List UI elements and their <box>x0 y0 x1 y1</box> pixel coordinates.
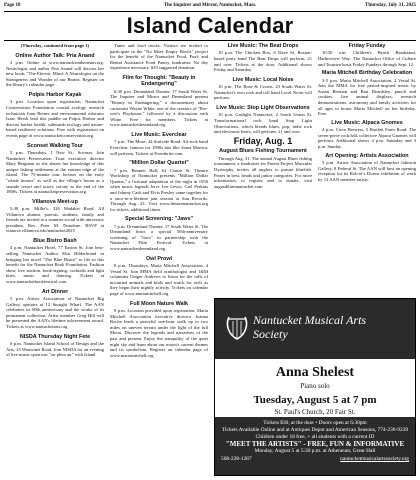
event <box>6 143 104 195</box>
event-title: Online Author Talk: Pria Anand <box>15 52 95 59</box>
event <box>110 301 208 359</box>
event-title: Live Music: Stop Light Observations <box>216 104 310 111</box>
event <box>6 238 104 285</box>
event <box>318 43 416 67</box>
event-title: Live Music: Alpaca Gnomes <box>331 119 403 126</box>
ad-body <box>215 359 415 416</box>
event <box>318 153 416 183</box>
title-rule <box>4 40 416 41</box>
page-number: Page 18 <box>4 3 21 8</box>
online-tickets: Tickets Available Online and at Antiques Depot and American Seasons, 774-236-9239 <box>221 427 409 433</box>
event-body: 3 p.m. Location upon registration. Nantucket Conservation Foundation coastal ecology research technician Jonn Reiner and environmental educator Isaac Hersh lead this paddle on Polpis Harbor and discuss harbor health, saltmarsh ecology and nature-based resilience solutions. Free with registration on events page of www.nantucketconservation.org. <box>6 99 104 138</box>
event-body: 6:30 p.m. Dreamland Theater, 17 South Water St. The Inquirer and Mirror and Dreamland present "Beauty in Endangering," a documentary about cartoonist Wayne White, one of the creators of "Pee-wee's Playhouse," followed by a discussion with White. Free for members. Tickets at www.nantucketdreamland.org <box>110 88 208 128</box>
event <box>214 43 312 73</box>
event-body: 4 p.m. Nantucket Hotel, 77 Easton St. Join best-selling Nantucket Author Elin Hilderbrand in bringing her novel "The Blue Bistro" to life in this benefit for the Nantucket Book Foundation. Fashion show, live auction, book-signing, cocktails and light bites, music and dancing. Tickets at www.nantucketbookfestival.com <box>6 245 104 285</box>
ticket-info: Tickets $30, at the door • Doors open at 6:30pm <box>263 420 367 426</box>
event-title: Owl Prowl <box>145 255 173 262</box>
column-3 <box>214 43 312 193</box>
event-title: NISDA Thursday Night Fete <box>19 333 91 340</box>
event-body: 4 p.m. Cisco Brewers, 5 Bartlett Farm Road. The seven-piece rock/folk collective Alpaca Gnomes will perform. Additional shows 4 p.m. Saturday and 3 p.m. Sunday. <box>318 127 416 149</box>
phone-number[interactable]: 508-228-1287 <box>221 456 252 462</box>
event-body: 3-5 p.m. Maria Mitchell Association, 2 Vestal St. Join the MMA for free period-inspired music by Susan Berman and Bart Beardsley, punch and cookies, live animal displays, research demonstrations, astronomy and family activities for all ages to honor Maria Mitchell on her birthday. Free. <box>318 77 416 117</box>
event <box>6 92 104 139</box>
event <box>214 77 312 101</box>
event-title: Polpis Harbor Kayak <box>28 91 82 98</box>
concert-date: Tuesday, August 5 at 7 pm <box>253 394 377 406</box>
event-title: Villanova Meet-up <box>32 198 78 205</box>
event-body: 10 p.m. The Chicken Box, 6 Dave St. Boston-based party band The Beat Drops will perform. 21 and over. Tickets at the door. Additional shows Friday and Saturday. <box>214 50 312 73</box>
event-body: 10 p.m. The Rose & Crown, 23 South Water St. Nantucket's own rock and roll band Local Noise will perform. <box>214 84 312 101</box>
ad-header <box>215 299 415 359</box>
event-body: 10 p.m. Gaslight Nantucket, 2 South Union St. Transformational rock band Stop Light Observations, which blends blues, pop, indie rock and electronic beats, will perform. 21 and over. <box>214 112 312 135</box>
event-body: 7 p.m. Dreamland Theater, 17 South Water St. The Dreamland hosts a special 50th-anniversary screening of "Jaws" in partnership with the Nantucket Film Festival. Tickets at www.nantucketdreamland.org <box>110 223 208 252</box>
event-title: Full Moon Nature Walk <box>130 300 188 307</box>
event-title: Art Opening: Artists Association <box>325 152 409 159</box>
event <box>110 160 208 212</box>
event-body: 2 p.m. Online at www.nantucketatheneum.org. Neurologist and author Pria Anand will discuss her new book, "The Electric Mind: A Neurologist on the Strangeness and Wonder of our Brains. Register on the library's calendar page. <box>6 60 104 88</box>
column-2 <box>110 43 208 362</box>
event <box>110 256 208 297</box>
event <box>110 216 208 251</box>
event-title: Film for Thought: "Beauty in Endangering" <box>122 74 196 88</box>
organization-name: Nantucket Musical Arts Society <box>253 313 367 341</box>
event-continued <box>110 43 208 71</box>
event <box>6 289 104 330</box>
event-title: Friday Funday <box>348 43 386 49</box>
meet-details: Monday, August 5 at 5:30 p.m. at Atheneum, Great Hall <box>254 448 376 454</box>
event <box>6 334 104 358</box>
event-body: Tunes and food trucks. Visitors are invited to participate in the "No More Empty Bowls" project for the benefit of the Nantucket Food, Fuel, and Rental Assistance Food Pantry fundraiser. No day experience necessary. $10 suggested donation. <box>110 43 208 71</box>
event-body: 7 p.m. The Muse, 44 Surfside Road. Alt-rock band Everclear, famous for 1990s hits like Santa Monica, will perform. Tickets at Eventbrite.com <box>110 139 208 156</box>
event-title: Special Screening: "Jaws" <box>124 216 194 223</box>
event-body: 5:30 p.m. Millie's, 326 Madaket Road. All Villanova alumni, parents, students, family and friends are invited to a summer social with university president, Rev. Peter M. Donohue. RSVP at vianova.villanova.edu/nantucket2025 <box>6 206 104 234</box>
event <box>110 75 208 128</box>
concert-advertisement <box>214 298 416 476</box>
event-title: August Blues Fishing Tournament <box>219 148 307 155</box>
column-1 <box>6 43 104 362</box>
event-title: Live Music: Everclear <box>131 131 187 138</box>
website-link[interactable]: nantucketmusicalartssociety.org <box>340 456 409 462</box>
event-body: 5 p.m. Artists Association of Nantucket Johnson Gallery, 8 Federal St. The AAN will host an opening reception for its Rob-er's Dozen exhibition of work by 13 AAN member-artists. <box>318 159 416 182</box>
event <box>110 132 208 156</box>
event-body: Through Aug. 31. The annual August Blues fishing tournament, a fundraiser for Parent Project Muscular Dystrophy, invites all anglers to pursue bluefish. Prizes in best, heads and junior categories. For more information, to register and to donate, visit augustbluesnantucket.com <box>214 155 312 189</box>
event <box>6 53 104 88</box>
lyre-icon <box>223 313 251 343</box>
event-body: 7 p.m. Bennett Hall, 62 Centre St. Theatre Workshop of Nantucket presents "Million Dollar Quartet," a fictional adaptation of the night in 1956 when music legends Jerry Lee Lewis, Carl Perkins and Johnny Cash and Elvis Presley came together for a once-in-a-lifetime jam session at Sun Records. Through Aug. 23. Visit www.theatrenantucket.org for tickets, additional times. <box>110 167 208 212</box>
event <box>214 105 312 135</box>
day-heading: Friday, Aug. 1 <box>233 135 293 146</box>
event-body: 10:30 a.m. Children's Beach Bandstand, Harborview Way. The Nantucket Office of Culture and Tourism hosts Friday Fundays through Sept. 12. <box>318 50 416 67</box>
event-body: 8 p.m. Thursdays, Maria Mitchell Association, 4 Vestal St. Join MMA field ornithologist and 1&M columnist Ginger Andrews to listen for the calls of nocturnal animals and birds and watch for owls as they begin their nightly activity. Tickets on calendar page of www.mariamitchell.org <box>110 263 208 297</box>
ad-footer <box>215 417 415 475</box>
artist-name: Anna Shelest <box>275 365 355 380</box>
event-title: "Million Dollar Quartet" <box>129 160 189 167</box>
event <box>318 70 416 117</box>
event <box>6 199 104 234</box>
event-title: Maria Mitchell Birthday Celebration <box>321 70 413 77</box>
event-title: Sconset Walking Tour <box>26 142 83 149</box>
publication-name: The Inquirer and Mirror, Nantucket, Mass. <box>163 3 257 8</box>
continued-note: (Thursday, continued from page 1) <box>20 43 90 48</box>
free-admission: Children under 18 free, + all students with a current ID <box>255 434 375 440</box>
column-4 <box>318 43 416 185</box>
event-body: 5 p.m. Artists Association of Nantucket Big Gallery, upstairs at 12 Straight Wharf. The AAN celebrates its 80th anniversary and the works of its permanent collection. Artist member Greg Hill will be presented the AAN's lifetime achievement award. Tickets at www.nantucketarts.org <box>6 296 104 329</box>
event-body: 5 p.m. Thursdays, 1 New St., Sconset. Join Nantucket Preservation Trust executive director Mary Bergman as she shares her knowledge of this unique fishing settlement at the eastern edge of the island. The 75-minute tour focuses on the early "whale houses" as well as the village's boom as a seaside resort and actors colony at the end of the 1800s. Tickets at nantucketpreservation.org. <box>6 149 104 195</box>
event-title: Blue Bistro Bash <box>33 238 77 245</box>
event-title: Live Music: The Beat Drops <box>227 43 299 49</box>
event <box>214 148 312 189</box>
concert-venue: St. Paul's Church, 20 Fair St. <box>274 408 356 416</box>
performance-type: Piano solo <box>300 382 330 390</box>
event-body: 9 p.m. Location provided upon registration. Maria Mitchell Association executive director Joanna Roche leads a peaceful one-hour walk up to two miles on uneven terrain under the light of the full Moon. Discover the legends and narratives of the past and present. Enjoy the tranquility of the quiet night sky and learn about our moon's current themes and its symbolism. Register on calendar page of www.mariamitchell.org <box>110 308 208 358</box>
event-body: 6 p.m. Nantucket Island School of Design and the Arts, 23 Wauwinet Road. Join NISDA for an evening of live music open mic "en plein air" with Island <box>6 341 104 358</box>
meet-the-artists: "MEET THE ARTISTS" - FREE, FUN & INFORMATIVE <box>225 440 405 448</box>
page-title: Island Calendar <box>126 13 294 38</box>
event <box>318 120 416 150</box>
header-rule <box>4 11 416 12</box>
issue-date: Thursday, July 31, 2025 <box>365 3 416 8</box>
event-title: Art Dinner <box>41 288 69 295</box>
event-title: Live Music: Local Noise <box>232 76 294 83</box>
